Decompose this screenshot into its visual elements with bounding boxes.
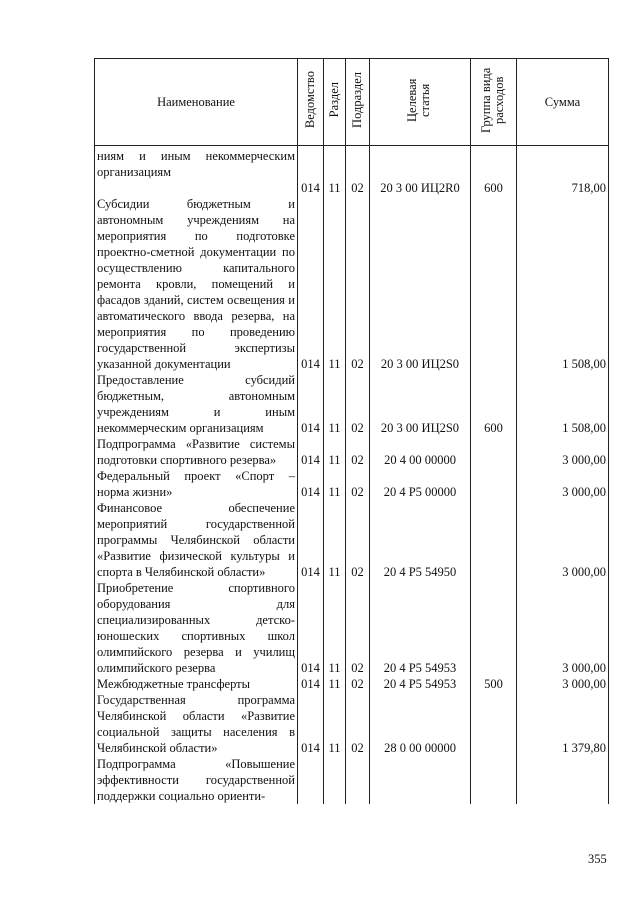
row-subsection: 02 [346, 372, 370, 436]
row-subsection: 02 [346, 436, 370, 468]
row-group [471, 196, 517, 372]
row-section: 11 [324, 692, 346, 756]
row-target [370, 146, 471, 181]
row-group: 600 [471, 180, 517, 196]
row-name: Государственная программа Челябинской области «Развитие социальной защиты населения в Челябинской области» [95, 692, 298, 756]
row-target: 28 0 00 00000 [370, 692, 471, 756]
row-subsection: 02 [346, 468, 370, 500]
row-name: Подпрограмма «Повышение эффективности государственной поддержки социально ориенти- [95, 756, 298, 804]
row-target: 20 4 P5 54953 [370, 580, 471, 676]
header-ministry: Ведомство [298, 59, 324, 146]
row-ministry: 014 [298, 372, 324, 436]
row-amount: 3 000,00 [517, 436, 609, 468]
row-subsection [346, 756, 370, 804]
table-row [95, 196, 609, 372]
row-amount: 1 379,80 [517, 692, 609, 756]
row-section: 11 [324, 180, 346, 196]
row-name [95, 180, 298, 196]
header-name: Наименование [95, 59, 298, 146]
row-group [471, 146, 517, 181]
row-name: ниям и иным некоммерческим организациям [95, 146, 298, 181]
row-name: Федеральный проект «Спорт – норма жизни» [95, 468, 298, 500]
header-subsection: Подраздел [346, 59, 370, 146]
row-amount: 1 508,00 [517, 372, 609, 436]
header-target: Целевая статья [370, 59, 471, 146]
row-ministry [298, 146, 324, 181]
row-amount [517, 756, 609, 804]
row-group [471, 436, 517, 468]
row-ministry: 014 [298, 500, 324, 580]
row-group [471, 756, 517, 804]
row-target: 20 3 00 ИЦ2S0 [370, 196, 471, 372]
row-subsection [346, 146, 370, 181]
row-section: 11 [324, 372, 346, 436]
row-amount: 1 508,00 [517, 196, 609, 372]
row-ministry [298, 756, 324, 804]
header-expense-group: Группа вида расходов [471, 59, 517, 146]
table-row [95, 436, 609, 468]
row-target: 20 4 00 00000 [370, 436, 471, 468]
row-group [471, 692, 517, 756]
table-row [95, 580, 609, 676]
row-ministry: 014 [298, 580, 324, 676]
row-ministry: 014 [298, 196, 324, 372]
row-target [370, 756, 471, 804]
row-group: 500 [471, 676, 517, 692]
row-ministry: 014 [298, 692, 324, 756]
table-row [95, 468, 609, 500]
row-section: 11 [324, 500, 346, 580]
table-row [95, 180, 609, 196]
row-amount: 3 000,00 [517, 468, 609, 500]
row-subsection: 02 [346, 500, 370, 580]
row-section: 11 [324, 580, 346, 676]
header-amount: Сумма [517, 59, 609, 146]
row-section [324, 146, 346, 181]
table-row [95, 756, 609, 804]
row-section: 11 [324, 468, 346, 500]
row-name: Финансовое обеспечение мероприятий государственной программы Челябинской области «Развитие физической культуры и спорта в Челябинской области» [95, 500, 298, 580]
row-amount: 718,00 [517, 180, 609, 196]
row-name: Межбюджетные трансферты [95, 676, 298, 692]
row-group [471, 580, 517, 676]
row-target: 20 3 00 ИЦ2S0 [370, 372, 471, 436]
row-group [471, 468, 517, 500]
row-subsection: 02 [346, 180, 370, 196]
row-ministry: 014 [298, 180, 324, 196]
row-group [471, 500, 517, 580]
table-row [95, 372, 609, 436]
row-amount: 3 000,00 [517, 676, 609, 692]
table-row [95, 146, 609, 181]
row-name: Приобретение спортивного оборудования для специализированных детско-юношеских спортивных школ олимпийского резерва и училищ олимпийского резерва [95, 580, 298, 676]
row-target: 20 3 00 ИЦ2R0 [370, 180, 471, 196]
row-section: 11 [324, 436, 346, 468]
row-group: 600 [471, 372, 517, 436]
row-target: 20 4 P5 54953 [370, 676, 471, 692]
row-name: Подпрограмма «Развитие системы подготовки спортивного резерва» [95, 436, 298, 468]
row-amount [517, 146, 609, 181]
row-subsection: 02 [346, 580, 370, 676]
table-header-row [95, 59, 609, 146]
row-subsection: 02 [346, 692, 370, 756]
row-ministry: 014 [298, 436, 324, 468]
row-section: 11 [324, 196, 346, 372]
row-ministry: 014 [298, 468, 324, 500]
header-section: Раздел [324, 59, 346, 146]
row-target: 20 4 P5 54950 [370, 500, 471, 580]
row-amount: 3 000,00 [517, 500, 609, 580]
row-subsection: 02 [346, 196, 370, 372]
row-section [324, 756, 346, 804]
table-row [95, 500, 609, 580]
row-name: Субсидии бюджетным и автономным учреждениям на мероприятия по подготовке проектно-сметной документации по осуществлению капитального ремонта кровли, помещений и фасадов зданий, систем освещения и автоматического ввода резерва, на мероприятия по проведению государственной экспертизы указанной документации [95, 196, 298, 372]
page-number: 355 [588, 852, 607, 866]
row-section: 11 [324, 676, 346, 692]
row-amount: 3 000,00 [517, 580, 609, 676]
table-row [95, 676, 609, 692]
row-target: 20 4 P5 00000 [370, 468, 471, 500]
row-name: Предоставление субсидий бюджетным, автономным учреждениям и иным некоммерческим организациям [95, 372, 298, 436]
row-subsection: 02 [346, 676, 370, 692]
row-ministry: 014 [298, 676, 324, 692]
table-row [95, 692, 609, 756]
budget-table [94, 58, 609, 804]
